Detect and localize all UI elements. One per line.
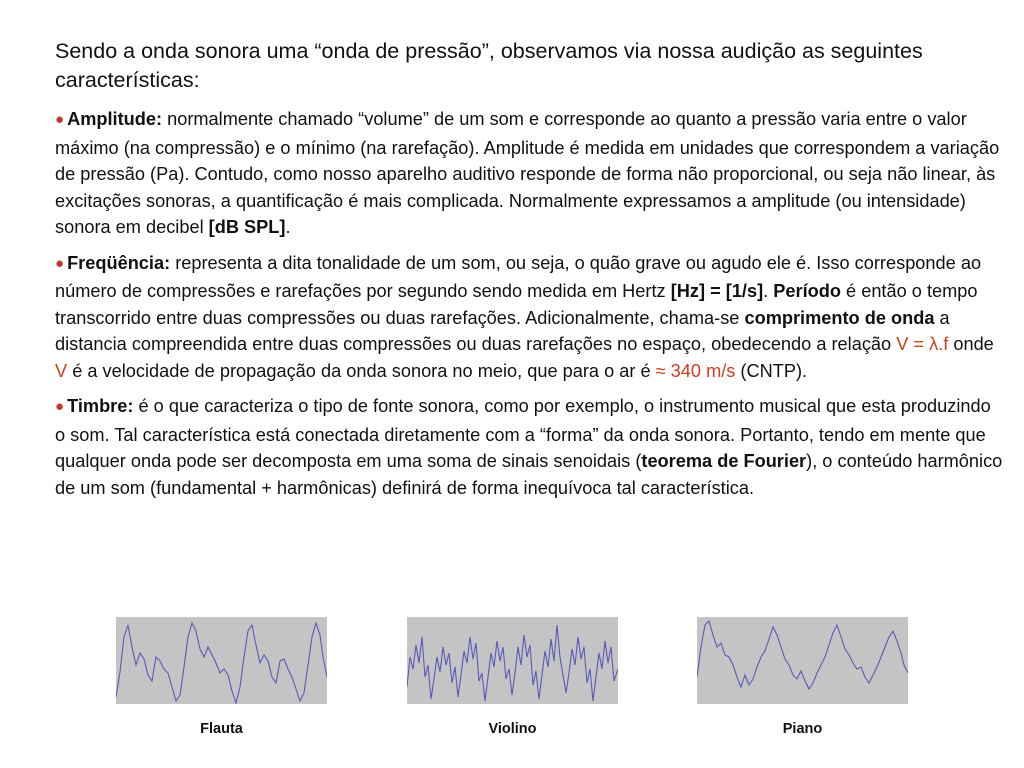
timbre-text-end: ), o conteúdo harmônico de um som (fundamental + harmônicas) definirá de forma inequívoca tal característica. — [55, 451, 1003, 498]
frequencia-text-4: a distancia compreendida entre duas compressões ou duas rarefações no espaço, obedecendo a relação — [55, 307, 950, 354]
bullet-icon: ● — [55, 111, 65, 128]
piano-wave-graphic — [697, 617, 908, 704]
amplitude-text-end: . — [285, 217, 291, 237]
frequencia-text-6: é a velocidade de propagação da onda sonora no meio, que para o ar é — [67, 360, 656, 381]
piano-waveform — [697, 617, 908, 704]
waveform-examples — [0, 617, 1024, 767]
flauta-wave-graphic — [116, 617, 327, 704]
velocity-symbol: V — [55, 360, 68, 381]
frequencia-paragraph — [55, 250, 1005, 385]
flauta-label: Flauta — [200, 721, 243, 737]
sound-speed: ≈ 340 m/s — [655, 360, 736, 381]
violino-wave-graphic — [407, 617, 618, 704]
comprimento-term: comprimento de onda — [744, 307, 935, 328]
frequencia-text-5: onde — [948, 334, 994, 354]
frequencia-text-7: (CNTP). — [735, 360, 808, 381]
fourier-term: teorema de Fourier — [641, 451, 807, 471]
periodo-term: Período — [773, 281, 841, 301]
violino-label: Violino — [488, 721, 537, 737]
flauta-waveform — [116, 617, 327, 704]
amplitude-unit: [dB SPL] — [208, 217, 286, 237]
timbre-paragraph — [55, 393, 1005, 501]
timbre-text: é o que caracteriza o tipo de fonte sonora, como por exemplo, o instrumento musical que esta produzindo o som. Tal característica está conectada diretamente com a “forma” da onda sonora. Portanto, tendo em mente que qualquer onda pode ser decomposta em uma soma de sinais senoidais ( — [55, 396, 991, 471]
violino-waveform — [407, 617, 618, 704]
amplitude-text: normalmente chamado “volume” de um som e corresponde ao quanto a pressão varia entre o valor máximo (na compressão) e o mínimo (na rarefação). Amplitude é medida em unidades que correspondem a variação de pressão (Pa). Contudo, como nosso aparelho auditivo responde de forma não proporcional, ou seja não linear, às excitações sonoras, a quantificação é mais complicada. Normalmente expressamos a amplitude (ou intensidade) sonora em decibel — [55, 109, 1000, 237]
frequencia-text-3: é então o tempo transcorrido entre duas compressões ou duas rarefações. Adicionalmente, chama-se — [55, 281, 978, 328]
slide-content — [55, 37, 1005, 510]
piano-label: Piano — [782, 721, 823, 737]
bullet-icon: ● — [55, 398, 65, 415]
bullet-icon: ● — [55, 254, 65, 272]
intro-text: Sendo a onda sonora uma “onda de pressão”, observamos via nossa audição as seguintes características: — [55, 39, 923, 92]
wave-formula: V = λ.f — [896, 334, 949, 354]
hertz-unit: [Hz] = [1/s] — [670, 281, 764, 301]
timbre-title: Timbre: — [67, 396, 134, 416]
amplitude-title: Amplitude: — [67, 109, 163, 129]
frequencia-text: representa a dita tonalidade de um som, ou seja, o quão grave ou agudo ele é. Isso corresponde ao número de compressões e rarefações por segundo sendo medida em Hertz — [55, 252, 982, 301]
frequencia-text-2: . — [763, 281, 774, 301]
amplitude-paragraph — [55, 106, 1005, 241]
frequencia-title: Freqüência: — [67, 252, 171, 273]
